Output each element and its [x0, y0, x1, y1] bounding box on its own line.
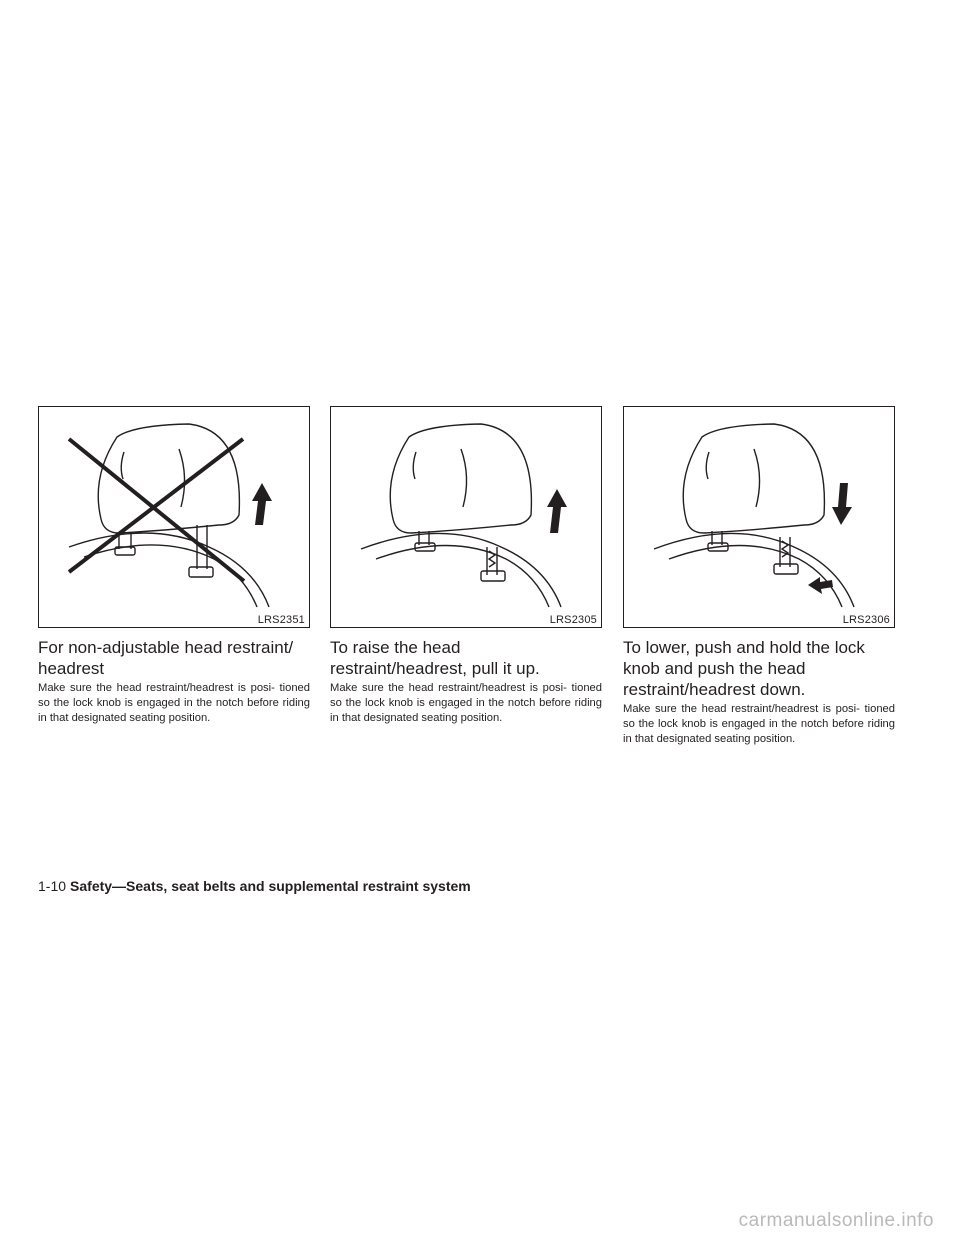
cross-mark-icon — [69, 439, 244, 581]
arrow-up-icon — [252, 483, 272, 525]
arrow-up-icon — [547, 489, 567, 533]
arrow-left-icon — [808, 577, 833, 594]
figure-non-adjustable-headrest — [38, 406, 310, 628]
section-body: Make sure the head restraint/headrest is posi- tioned so the lock knob is engaged in the notch before riding in that designated seating position. — [623, 703, 895, 745]
figure-code: LRS2305 — [549, 614, 597, 626]
section-heading: To lower, push and hold the lock knob and push the head restraint/headrest down. — [623, 638, 865, 699]
figure-code: LRS2306 — [842, 614, 890, 626]
section-title: Safety—Seats, seat belts and supplemental restraint system — [70, 878, 471, 894]
figure-raise-headrest — [330, 406, 602, 628]
headrest-illustration — [39, 407, 309, 627]
figure-lower-headrest — [623, 406, 895, 628]
arrow-down-icon — [832, 483, 852, 525]
figure-code: LRS2351 — [257, 614, 305, 626]
page-footer — [38, 878, 471, 894]
watermark: carmanualsonline.info — [738, 1210, 934, 1231]
section-body: Make sure the head restraint/headrest is posi- tioned so the lock knob is engaged in the notch before riding in that designated seating position. — [38, 682, 310, 724]
headrest-illustration — [331, 407, 601, 627]
section-body: Make sure the head restraint/headrest is posi- tioned so the lock knob is engaged in the notch before riding in that designated seating position. — [330, 682, 602, 724]
headrest-illustration — [624, 407, 894, 627]
section-heading: To raise the head restraint/headrest, pull it up. — [330, 638, 540, 678]
section-heading: For non-adjustable head restraint/ headrest — [38, 638, 294, 678]
page-number: 1-10 — [38, 878, 67, 894]
